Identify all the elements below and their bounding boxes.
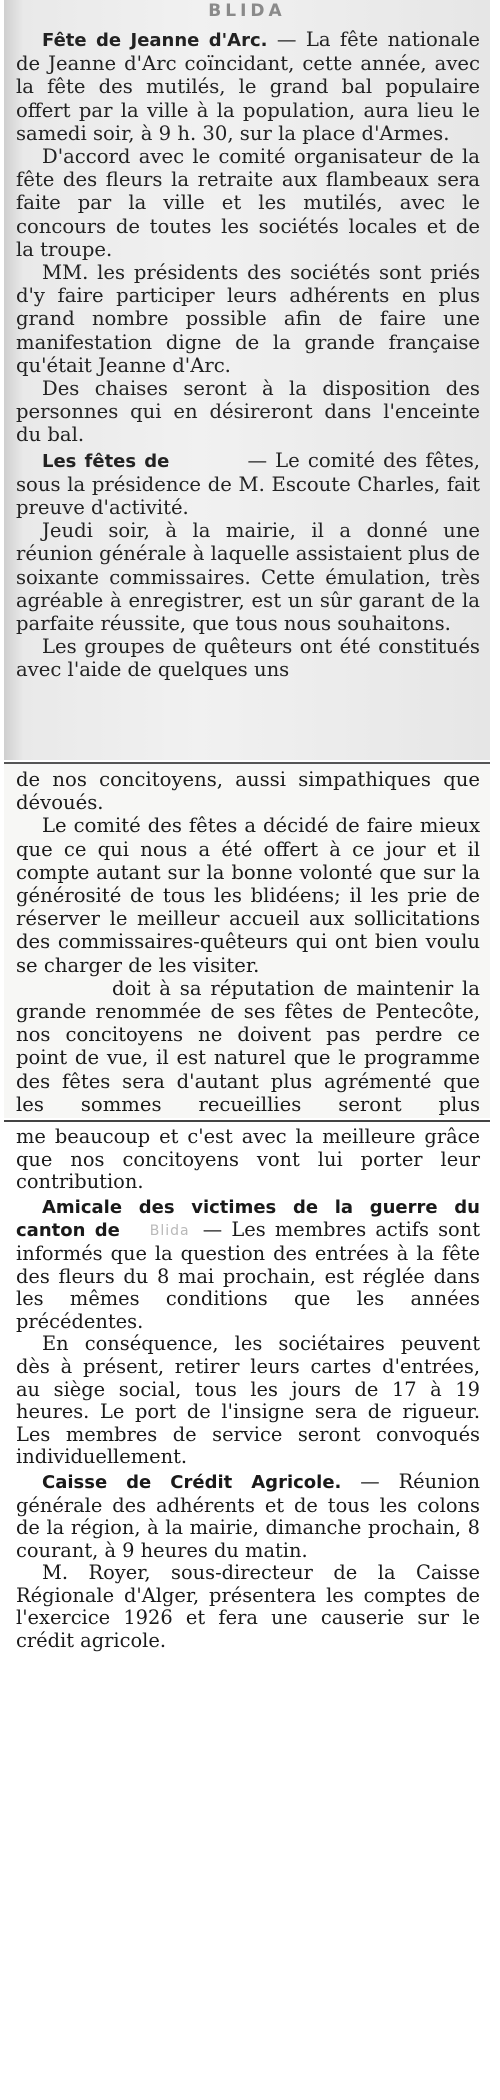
column2-p1: Le comité des fêtes a décidé de faire mieux que ce qui nous a été offert à ce jour et il compte autant sur la bonne volonté que sur la générosité de tous les blidéens; il les prie de réserver le meilleur accueil aux sollicitations des commissaires-quêteurs qui ont bien voulu se charger de les visiter.: [16, 814, 480, 977]
article-fetes-p3: Les groupes de quêteurs ont été constitués avec l'aide de quelques uns: [16, 635, 480, 682]
article-fetes-text: — Le comité des fêtes, sous la présidence de M. Escoute Charles, fait preuve d'activité.: [16, 448, 480, 520]
article-caisse-intro: [16, 1471, 480, 1562]
article-amicale-p2: En conséquence, les sociétaires peuvent dès à présent, retirer leurs cartes d'entrées, au siège social, tous les jours de 17 à 19 heures. Le port de l'insigne sera de rigueur. Les membres de service seront convoqués individuellement.: [16, 1332, 480, 1469]
column2-p2: [16, 977, 480, 1118]
clipping-top: [4, 0, 490, 760]
masthead-blida: BLIDA: [208, 1, 286, 21]
article-jeanne-darc-p2: D'accord avec le comité organisateur de la fête des fleurs la retraite aux flambeaux sera faite par la ville et les mutilés, avec le concours de toutes les sociétés locales et de la troupe.: [16, 145, 480, 261]
article-amicale-text: — Les membres actifs sont informés que la question des entrées à la fête des fleurs du 8 mai prochain, est réglée dans les mêmes conditions que les années précédentes.: [16, 1218, 480, 1333]
clipping-middle: [4, 762, 490, 1118]
article-fetes-p2: Jeudi soir, à la mairie, il a donné une réunion générale à laquelle assistaient plus de soixante commissaires. Cette émulation, très agréable à enregistrer, est un sûr garant de la parfaite réussite, que tous nous souhaitons.: [16, 519, 480, 636]
article-jeanne-darc-p3: MM. les présidents des sociétés sont priés d'y faire participer leurs adhérents en plus grand nombre possible afin de faire une manifestation digne de la grande française qu'était Jeanne d'Arc.: [16, 261, 480, 377]
article-heading-jeanne-darc: Fête de Jeanne d'Arc.: [42, 30, 268, 51]
article-caisse-text: — Réunion générale des adhérents et de tous les colons de la région, à la mairie, dimanche prochain, 8 courant, à 9 heures du matin.: [16, 1469, 481, 1562]
article-jeanne-darc-text: — La fête nationale de Jeanne d'Arc coïncidant, cette année, avec la fête des mutilés, le grand bal populaire offert par la ville à la population, aura lieu le samedi soir, à 9 h. 30, sur la place d'Armes.: [16, 28, 480, 145]
column3-lead: me beaucoup et c'est avec la meilleure grâce que nos concitoyens vont lui porter leur contribution.: [16, 1125, 480, 1194]
article-heading-fetes: Les fêtes de: [42, 450, 170, 472]
article-jeanne-darc-intro: [16, 28, 480, 145]
article-heading-caisse: Caisse de Crédit Agricole.: [42, 1471, 342, 1493]
column2-lead: de nos concitoyens, aussi simpathiques que dévoués.: [16, 768, 480, 815]
column2-p2-text: doit à sa réputation de maintenir la grande renommée de ses fêtes de Pentecôte, nos concitoyens ne doivent pas perdre ce point de vue, il est naturel que le programme des fêtes sera d'autant plus agrémenté que les sommes recueillies seront plus: [16, 976, 480, 1116]
article-caisse-p2: M. Royer, sous-directeur de la Caisse Régionale d'Alger, présentera les comptes de l'exercice 1926 et fera une causerie sur le crédit agricole.: [16, 1561, 480, 1653]
article-amicale-intro: [16, 1196, 480, 1334]
article-heading-amicale: Amicale des victimes de la guerre du canton de: [16, 1196, 480, 1242]
ghost-watermark-text: Blida: [149, 1223, 190, 1240]
clipping-bottom: [4, 1120, 490, 2100]
article-fetes-intro: [16, 449, 480, 520]
article-jeanne-darc-p4: Des chaises seront à la disposition des personnes qui en désireront dans l'enceinte du bal.: [16, 377, 480, 447]
